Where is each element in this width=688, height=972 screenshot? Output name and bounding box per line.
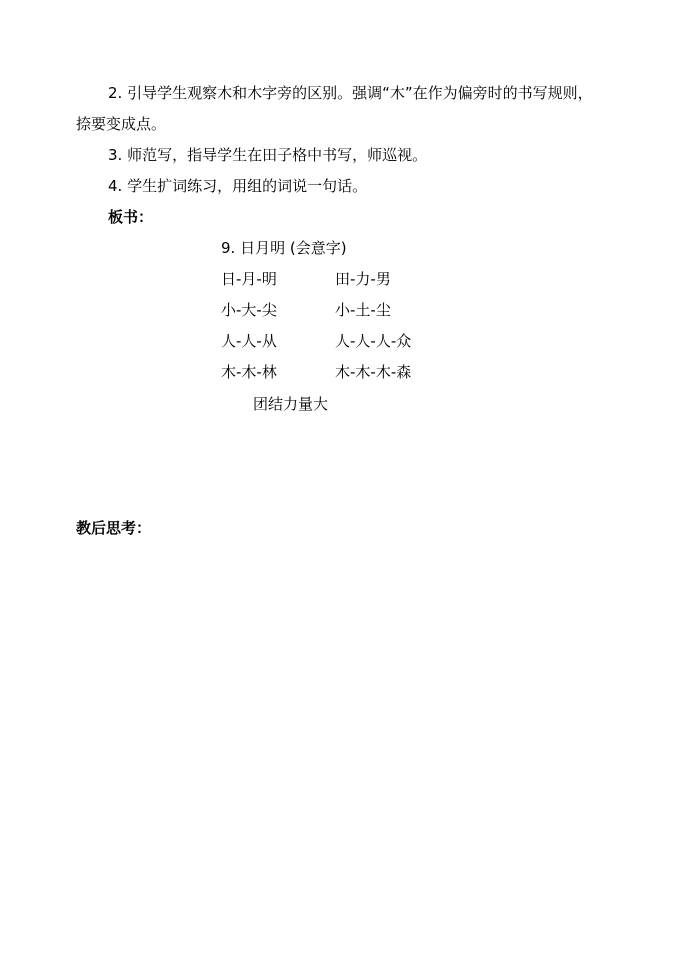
board-row-3-right: 人-人-人-众 xyxy=(335,332,412,350)
board-row-2-right: 小-土-尘 xyxy=(335,301,391,319)
paragraph-2-line-1: 2. 引导学生观察木和木字旁的区别。强调“木”在作为偏旁时的书写规则， xyxy=(108,84,593,102)
board-row-2-left: 小-大-尖 xyxy=(221,301,277,319)
board-row-3-left: 人-人-从 xyxy=(221,332,277,350)
board-summary: 团结力量大 xyxy=(253,395,329,413)
reflection-heading: 教后思考： xyxy=(76,519,152,537)
board-row-1-right: 田-力-男 xyxy=(335,270,391,288)
paragraph-4: 4. 学生扩词练习，用组的词说一句话。 xyxy=(108,177,368,195)
board-title: 9. 日月明 (会意字) xyxy=(221,239,347,257)
board-heading: 板书： xyxy=(108,208,154,226)
paragraph-2-line-2: 捺要变成点。 xyxy=(76,115,167,133)
board-row-1-left: 日-月-明 xyxy=(221,270,277,288)
board-row-4-right: 木-木-木-森 xyxy=(335,363,412,381)
paragraph-3: 3. 师范写，指导学生在田子格中书写，师巡视。 xyxy=(108,146,428,164)
board-row-4-left: 木-木-林 xyxy=(221,363,277,381)
